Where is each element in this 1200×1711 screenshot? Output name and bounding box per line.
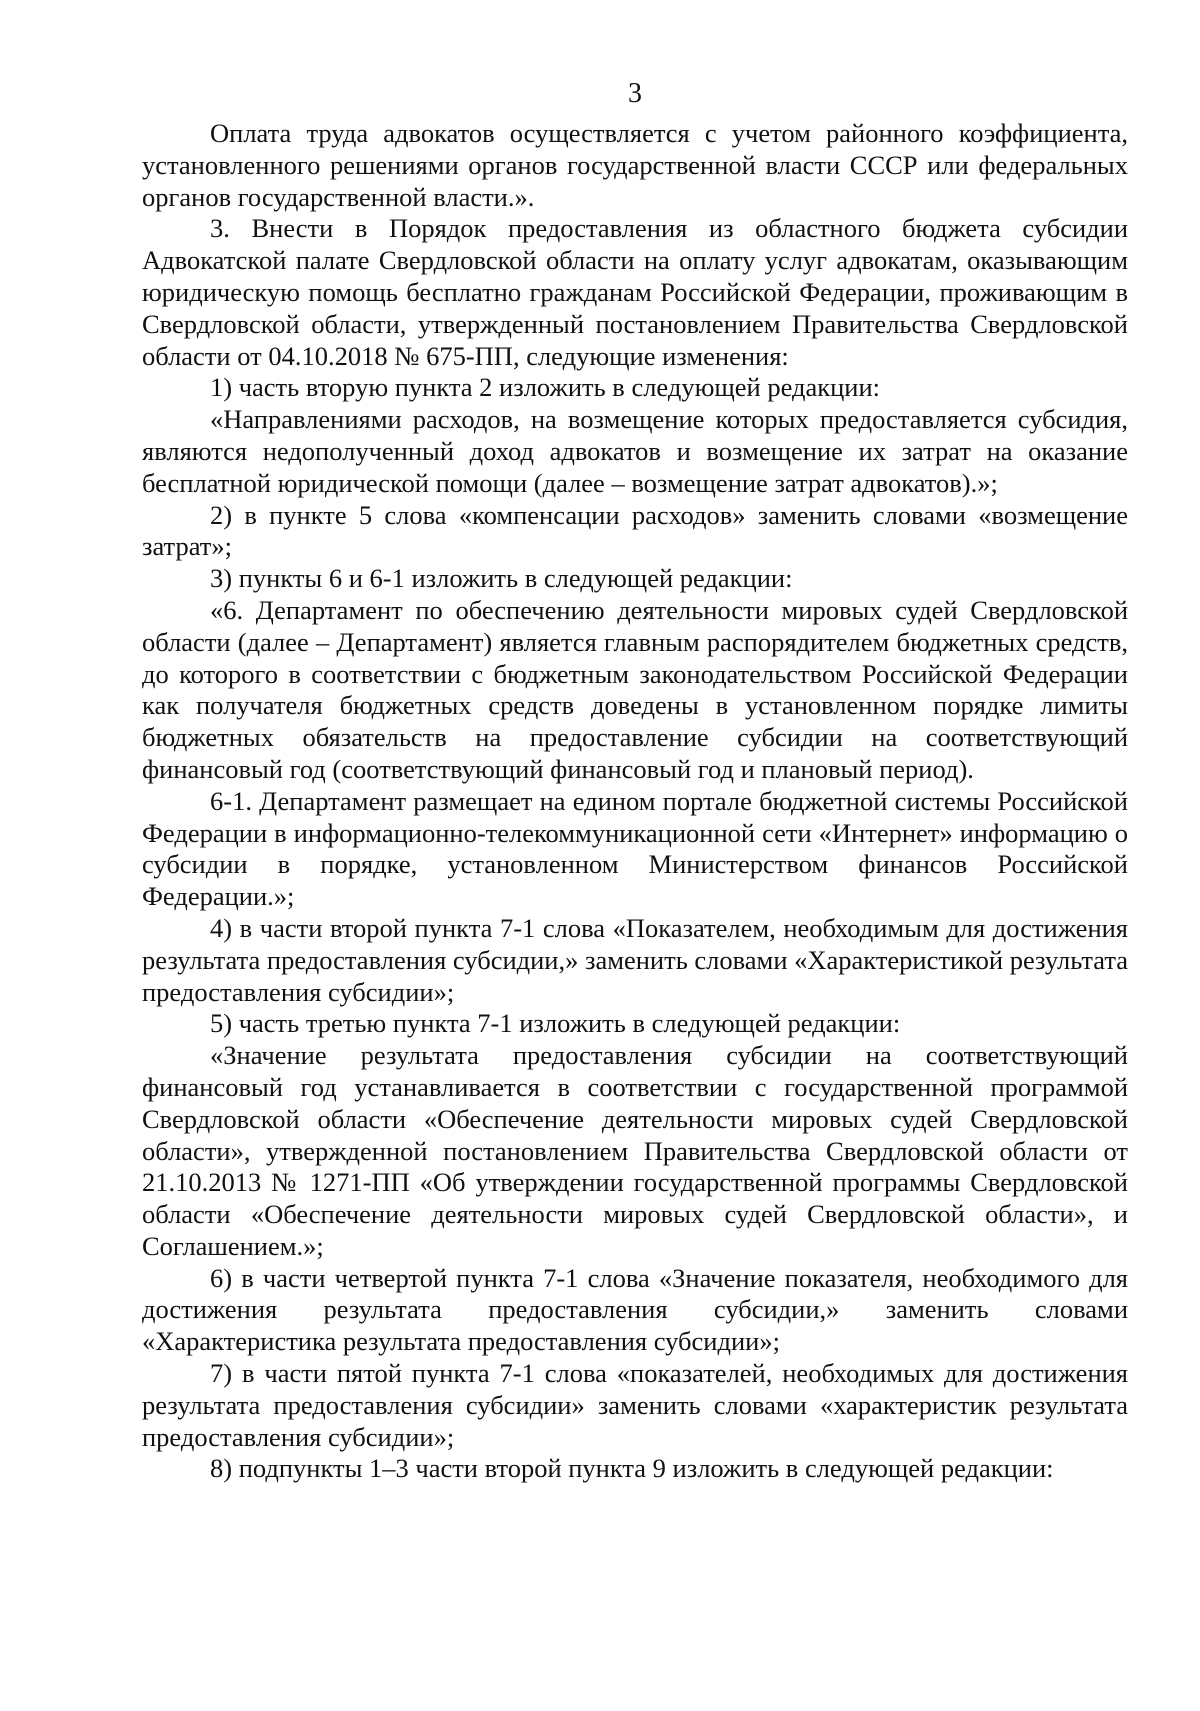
paragraph-subitem-7: 7) в части пятой пункта 7-1 слова «показателей, необходимых для достижения результата предоставления субсидии» заменить словами «характеристик результата предоставления субсидии»; bbox=[142, 1358, 1128, 1452]
paragraph-subitem-8: 8) подпункты 1–3 части второй пункта 9 изложить в следующей редакции: bbox=[210, 1453, 1054, 1484]
paragraph-item-3: 3. Внести в Порядок предоставления из областного бюджета субсидии Адвокатской палате Свердловской области на оплату услуг адвокатам, оказывающим юридическую помощь бесплатно гражданам Российской Федерации, проживающим в Свердловской области, утвержденный постановлением Правительства Свердловской области от 04.10.2018 № 675-ПП, следующие изменения: bbox=[142, 213, 1128, 371]
paragraph-subitem-3: 3) пункты 6 и 6-1 изложить в следующей редакции: bbox=[210, 563, 793, 594]
paragraph-quote-directions: «Направлениями расходов, на возмещение которых предоставляется субсидия, являются недополученный доход адвокатов и возмещение их затрат на оказание бесплатной юридической помощи (далее – возмещение затрат адвокатов).»; bbox=[142, 404, 1128, 498]
paragraph-quote-point-6-1: 6-1. Департамент размещает на едином портале бюджетной системы Российской Федерации в информационно-телекоммуникационной сети «Интернет» информацию о субсидии в порядке, установленном Министерством финансов Российской Федерации.»; bbox=[142, 785, 1128, 912]
paragraph-quote-result-value: «Значение результата предоставления субсидии на соответствующий финансовый год устанавливается в соответствии с государственной программой Свердловской области «Обеспечение деятельности мировых судей Свердловской области», утвержденной постановлением Правительства Свердловской области от 21.10.2013 № 1271-ПП «Об утверждении государственной программы Свердловской области «Обеспечение деятельности мировых судей Свердловской области», и Соглашением.»; bbox=[142, 1040, 1128, 1261]
paragraph-subitem-6: 6) в части четвертой пункта 7-1 слова «Значение показателя, необходимого для достижения результата предоставления субсидии,» заменить словами «Характеристика результата предоставления субсидии»; bbox=[142, 1262, 1128, 1357]
paragraph-subitem-5: 5) часть третью пункта 7-1 изложить в следующей редакции: bbox=[210, 1008, 901, 1039]
paragraph-quote-point-6: «6. Департамент по обеспечению деятельности мировых судей Свердловской области (далее – Департамент) является главным распорядителем бюджетных средств, до которого в соответствии с бюджетным законодательством Российской Федерации как получателя бюджетных средств доведены в установленном порядке лимиты бюджетных обязательств на предоставление субсидии на соответствующий финансовый год (соответствующий финансовый год и плановый период). bbox=[142, 594, 1128, 784]
paragraph-lawyer-pay: Оплата труда адвокатов осуществляется с учетом районного коэффициента, установленного решениями органов государственной власти СССР или федеральных органов государственной власти.». bbox=[142, 118, 1128, 212]
page-number: 3 bbox=[628, 78, 642, 109]
paragraph-subitem-1: 1) часть вторую пункта 2 изложить в следующей редакции: bbox=[210, 372, 881, 403]
paragraph-subitem-2: 2) в пункте 5 слова «компенсации расходов» заменить словами «возмещение затрат»; bbox=[142, 499, 1128, 562]
document-body bbox=[142, 118, 1128, 1485]
paragraph-subitem-4: 4) в части второй пункта 7-1 слова «Показателем, необходимым для достижения результата предоставления субсидии,» заменить словами «Характеристикой результата предоставления субсидии»; bbox=[142, 912, 1128, 1007]
